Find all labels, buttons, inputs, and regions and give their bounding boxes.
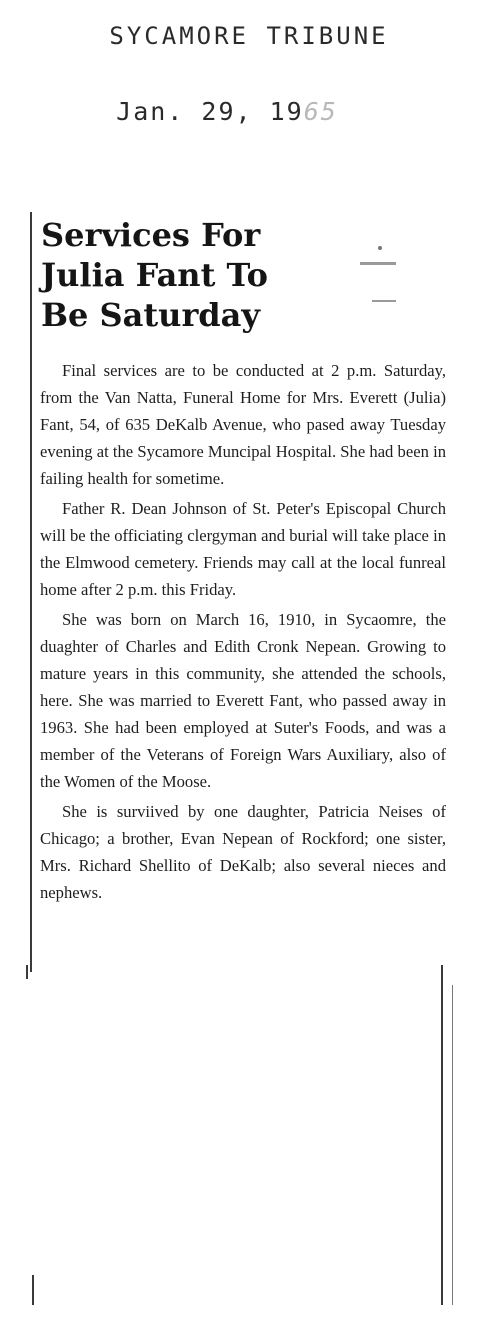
column-rule-mark xyxy=(26,965,28,979)
column-rule-mark xyxy=(32,1275,34,1305)
article-body xyxy=(38,357,446,906)
column-rule-right xyxy=(441,965,443,1305)
article-paragraph: Final services are to be conducted at 2 p.m. Saturday, from the Van Natta, Funeral Home for Mrs. Everett (Julia) Fant, 54, of 635 DeKalb Avenue, who pased away Tuesday evening at the Sycamore Muncipal Hospital. She had been in failing health for sometime. xyxy=(40,361,446,488)
article-headline: Services For Julia Fant To Be Saturday xyxy=(41,216,268,334)
clipping-date xyxy=(0,97,476,126)
column-rule-right-faint xyxy=(452,985,453,1305)
printed-date: Jan. 29, 19 xyxy=(116,97,304,126)
article-paragraph: She was born on March 16, 1910, in Sycaomre, the duaghter of Charles and Edith Cronk Nepean. Growing to mature years in this community, she attended the schools, here. She was married to Everett Fant, who passed away in 1963. She had been employed at Suter's Foods, and was a member of the Veterans of Foreign Wars Auxiliary, also of the Women of the Moose. xyxy=(40,610,446,791)
column-rule-left xyxy=(30,212,32,972)
article-paragraph: She is surviived by one daughter, Patricia Neises of Chicago; a brother, Evan Nepean of Rockford; one sister, Mrs. Richard Shellito of DeKalb; also several nieces and nephews. xyxy=(40,802,446,902)
handwritten-year: 65 xyxy=(303,97,338,126)
newspaper-clipping xyxy=(38,215,446,906)
newspaper-name: SYCAMORE TRIBUNE xyxy=(109,22,389,50)
article-paragraph: Father R. Dean Johnson of St. Peter's Episcopal Church will be the officiating clergyman and burial will take place in the Elmwood cemetery. Friends may call at the local funreal home after 2 p.m. this Friday. xyxy=(40,499,446,599)
